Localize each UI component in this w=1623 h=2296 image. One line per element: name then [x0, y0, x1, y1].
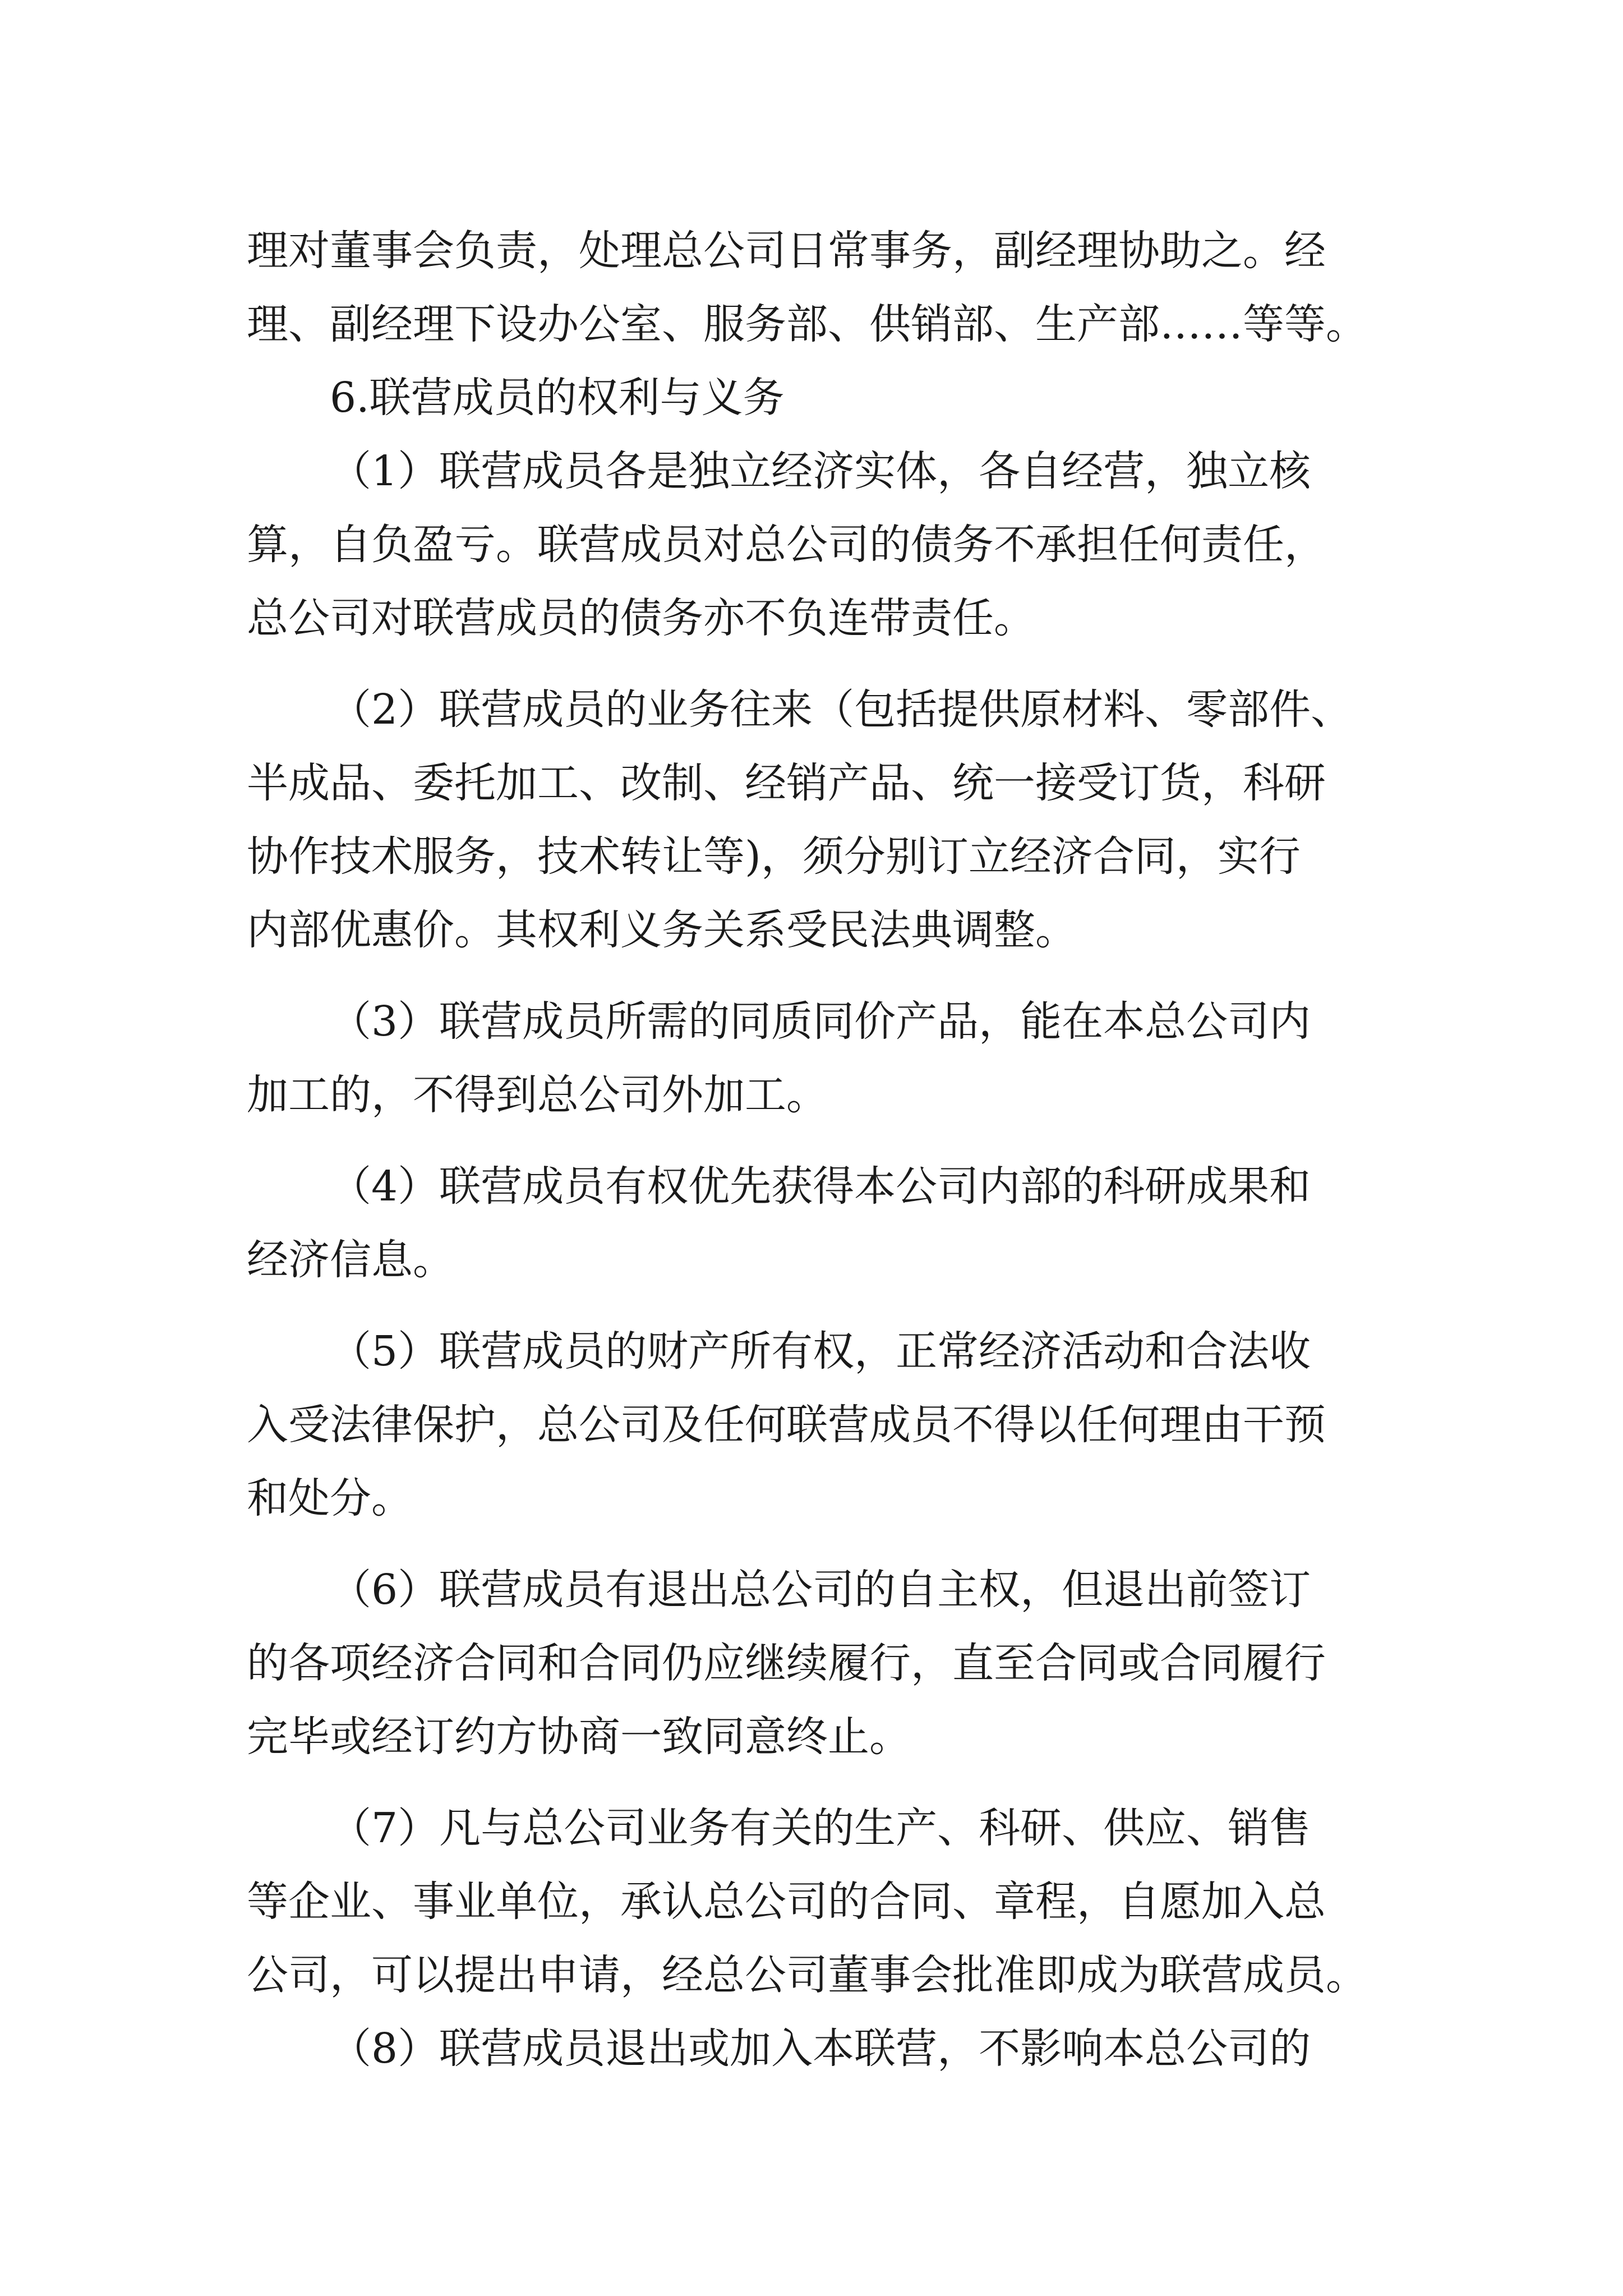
text-line: （8）联营成员退出或加入本联营，不影响本总公司的: [330, 2024, 1311, 2073]
text-line: （5）联营成员的财产所有权，正常经济活动和合法收: [330, 1327, 1311, 1375]
text-line: 公司，可以提出申请，经总公司董事会批准即成为联营成员。: [247, 1951, 1367, 1999]
text-line: （7）凡与总公司业务有关的生产、科研、供应、销售: [330, 1804, 1311, 1852]
paragraph-spacer: [247, 1774, 1391, 1792]
paragraph-spacer: [247, 1535, 1391, 1553]
text-line: 协作技术服务，技术转让等)，须分别订立经济合同，实行: [247, 832, 1301, 881]
paragraph-item-1: [247, 435, 1391, 655]
paragraph-item-6: [247, 1553, 1391, 1774]
text-line: 理、副经理下设办公室、服务部、供销部、生产部……等等。: [247, 300, 1367, 348]
text-line: 半成品、委托加工、改制、经销产品、统一接受订货，科研: [247, 759, 1326, 807]
paragraph-item-7: [247, 1792, 1391, 2012]
paragraph-spacer: [247, 967, 1391, 985]
document-body: [247, 214, 1391, 2086]
text-line: 的各项经济合同和合同仍应继续履行，直至合同或合同履行: [247, 1639, 1326, 1687]
paragraph-spacer: [247, 655, 1391, 673]
section-heading: 6.联营成员的权利与义务: [330, 374, 785, 422]
paragraph-item-4: [247, 1150, 1391, 1297]
text-line: 等企业、事业单位，承认总公司的合同、章程，自愿加入总: [247, 1878, 1326, 1926]
text-line: （1）联营成员各是独立经济实体，各自经营，独立核: [330, 447, 1311, 495]
text-line: 入受法律保护，总公司及任何联营成员不得以任何理由干预: [247, 1401, 1326, 1449]
paragraph-item-2: [247, 673, 1391, 967]
text-line: （4）联营成员有权优先获得本公司内部的科研成果和: [330, 1162, 1311, 1211]
paragraph-item-5: [247, 1315, 1391, 1535]
text-line: 内部优惠价。其权利义务关系受民法典调整。: [247, 906, 1077, 954]
paragraph-management-continued: [247, 214, 1391, 361]
text-line: （6）联营成员有退出总公司的自主权，但退出前签订: [330, 1566, 1311, 1614]
text-line: 加工的，不得到总公司外加工。: [247, 1071, 828, 1119]
paragraph-spacer: [247, 1297, 1391, 1315]
paragraph-spacer: [247, 1132, 1391, 1150]
text-line: 和处分。: [247, 1474, 413, 1522]
text-line: （3）联营成员所需的同质同价产品，能在本总公司内: [330, 997, 1311, 1046]
text-line: 总公司对联营成员的债务亦不负连带责任。: [247, 594, 1035, 642]
text-line: 经济信息。: [247, 1236, 454, 1284]
text-line: 完毕或经订约方协商一致同意终止。: [247, 1713, 911, 1761]
paragraph-item-3: [247, 985, 1391, 1132]
text-line: 理对董事会负责，处理总公司日常事务，副经理协助之。经: [247, 227, 1326, 275]
text-line: （2）联营成员的业务往来（包括提供原材料、零部件、: [330, 685, 1353, 734]
section-heading-member-rights: [247, 361, 1391, 435]
paragraph-item-8: [247, 2012, 1391, 2086]
text-line: 算，自负盈亏。联营成员对总公司的债务不承担任何责任，: [247, 521, 1326, 569]
